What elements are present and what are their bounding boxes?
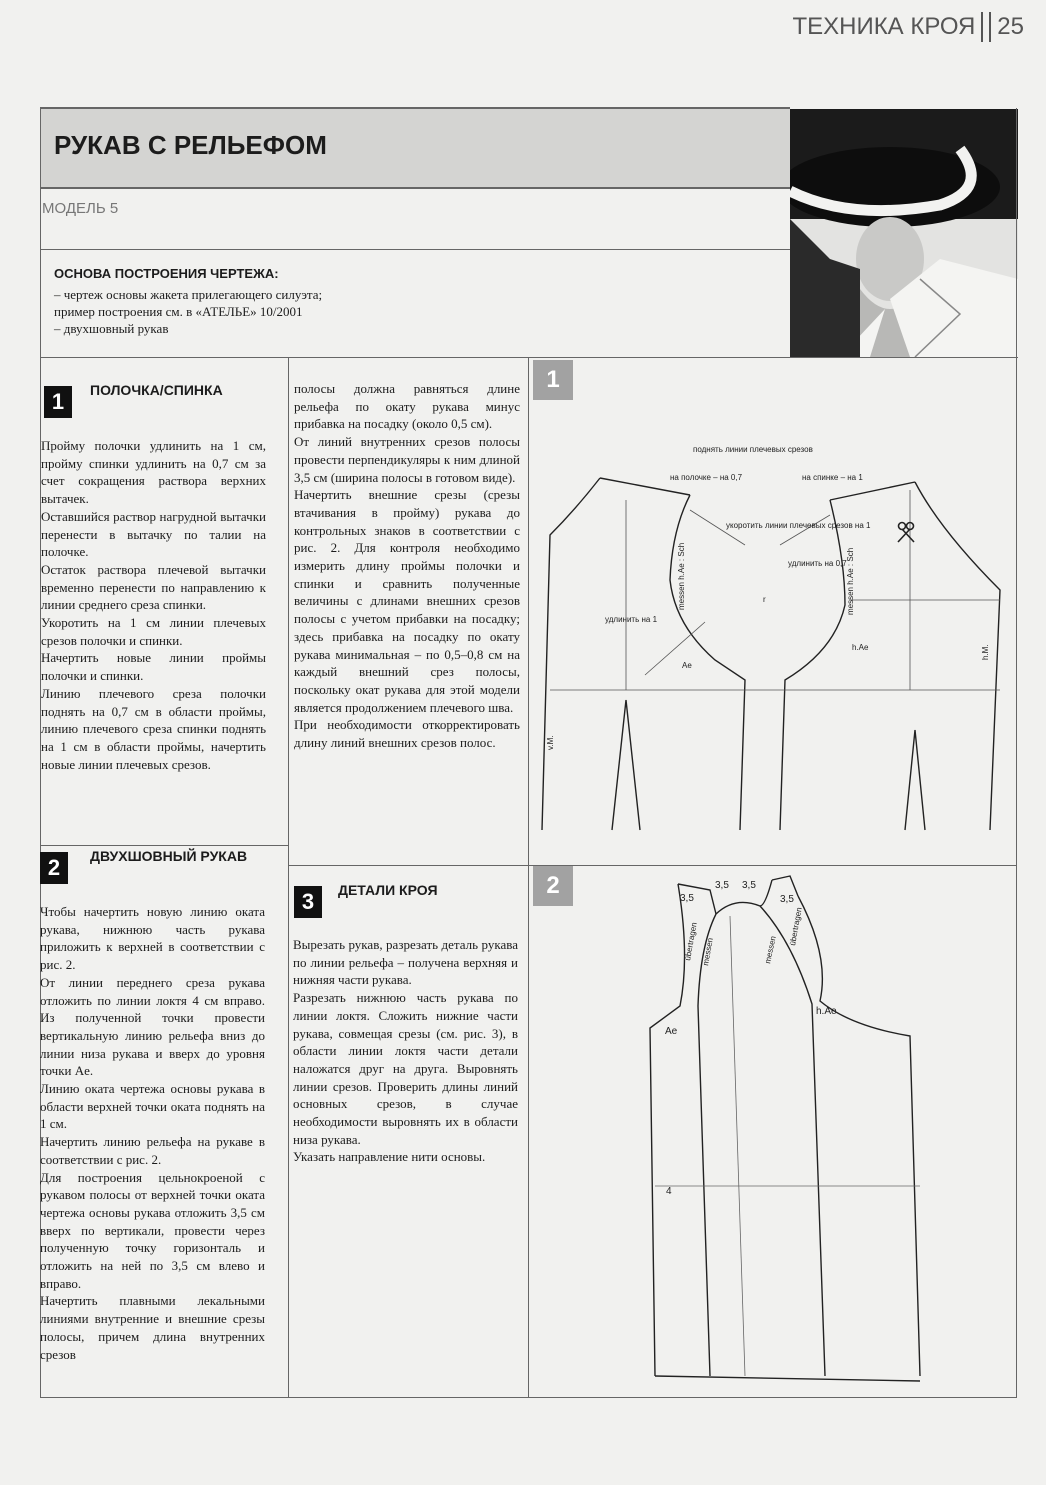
continuation-paragraph: При необходимости откорректировать длину линий внешних срезов полос.	[294, 717, 520, 751]
section-1-title: ПОЛОЧКА/СПИНКА	[90, 382, 223, 398]
continuation-paragraph: полосы должна равняться длине рельефа по окату рукава минус прибавка на посадку (около 0,5 см).	[294, 381, 520, 432]
figure-2-label-uebertragen-left: übertragen	[683, 921, 699, 962]
section-1-paragraph: Начертить новые линии проймы полочки и спинки.	[41, 650, 266, 684]
section-3-number: 3	[294, 886, 322, 918]
grid-rule-top	[40, 357, 1018, 358]
figure-2-label-messen-left: messen	[701, 937, 715, 967]
grid-rule-right	[1016, 108, 1017, 1398]
model-photo	[790, 109, 1018, 357]
figure-2-label-d4: 3,5	[780, 894, 794, 905]
continuation-paragraph: От линий внутренних срезов полосы провести перпендикуляры к ним длиной 3,5 см (ширина полосы в готовом виде).	[294, 434, 520, 485]
basis-heading: ОСНОВА ПОСТРОЕНИЯ ЧЕРТЕЖА:	[54, 266, 279, 281]
figure-1-label-ae: Ae	[682, 661, 692, 670]
figure-2-label-four: 4	[666, 1186, 672, 1197]
article-title: РУКАВ С РЕЛЬЕФОМ	[54, 130, 327, 160]
figure-2-sleeve-drawing	[530, 866, 1016, 1396]
section-2-paragraph: Линию оката чертежа основы рукава в области верхней точки оката поднять на 1 см.	[40, 1081, 265, 1132]
grid-rule-sec2	[40, 845, 288, 846]
section-1-paragraph: Пройму полочки удлинить на 1 см, пройму спинки удлинить на 0,7 см за счет сокращения раствора верхних вытачек.	[41, 438, 266, 507]
scissors-icon	[898, 523, 914, 543]
section-1-paragraph: Остаток раствора плечевой вытачки временно перенести по направлению к линии среднего среза спинки.	[41, 561, 266, 613]
model-label: МОДЕЛЬ 5	[42, 200, 119, 217]
figure-2-label-hae: h.Ae	[816, 1006, 837, 1017]
figure-2-label-d2: 3,5	[742, 880, 756, 891]
basis-text: – чертеж основы жакета прилегающего силуэта; пример построения см. в «АТЕЛЬЕ» 10/2001 – двухшовный рукав	[54, 287, 323, 336]
section-3-title: ДЕТАЛИ КРОЯ	[338, 882, 438, 898]
figure-2-label-uebertragen-right: übertragen	[788, 906, 804, 947]
section-2-number: 2	[40, 852, 68, 884]
section-2-paragraph: Начертить линию рельефа на рукаве в соответствии с рис. 2.	[40, 1134, 265, 1167]
figure-1-label-raise: поднять линии плечевых срезов	[693, 445, 813, 454]
section-3-text	[293, 936, 518, 1166]
section-1-paragraph: Укоротить на 1 см линии плечевых срезов полочки и спинки.	[41, 615, 266, 648]
figure-1-label-messen-right: messen h.Ae : Sch	[846, 547, 855, 615]
figure-1-label-lengthen-front: удлинить на 1	[605, 615, 658, 624]
figure-2-label-messen-right: messen	[763, 935, 778, 965]
section-2-paragraph: От линии переднего среза рукава отложить по линии локтя 4 см вправо. Из полученной точки провести вертикальную линию рельефа вниз до линии низа рукава и вверх до уровня точки Ae.	[40, 974, 265, 1079]
section-2-paragraph: Для построения цельнокроеной с рукавом полосы от верхней точки оката чертежа основы рукава отложить 3,5 см вверх по вертикали, провести через полученную точку горизонталь и отложить на ней по 3,5 см влево и вправо.	[40, 1169, 265, 1291]
figure-1-pattern-drawing	[530, 360, 1016, 865]
model-photo-image	[790, 109, 1018, 357]
section-3-paragraph: Разрезать нижнюю часть рукава по линии локтя. Сложить нижние части рукава, совмещая срезы (см. рис. 3), в области линии локтя части детали наложатся друг на друга. Выровнять линии срезов. Проверить длины линий основных срезов, в случае необходимости выровнять их в области низа рукава.	[293, 990, 518, 1147]
figure-2-label-d3: 3,5	[680, 893, 694, 904]
page-number: 25	[997, 13, 1024, 40]
section-1-paragraph: Оставшийся раствор нагрудной вытачки перенести в вытачку по талии на полочке.	[41, 508, 266, 560]
grid-rule-col1	[288, 357, 289, 1397]
figure-1-label-front: на полочке – на 0,7	[670, 473, 743, 482]
figure-2-number: 2	[533, 866, 573, 906]
section-2-title: ДВУХШОВНЫЙ РУКАВ	[90, 848, 248, 864]
section-3-paragraph: Вырезать рукав, разрезать деталь рукава по линии рельефа – получена верхняя и нижняя части рукава.	[293, 937, 518, 988]
section-1-text	[41, 437, 266, 773]
figure-1-label-lengthen-back: удлинить на 0,7	[788, 559, 847, 568]
title-rule	[40, 249, 790, 250]
figure-1-label-messen-left: messen h.Ae : Sch	[677, 542, 686, 610]
figure-2-label-d1: 3,5	[715, 880, 729, 891]
section-2-paragraph: Чтобы начертить новую линию оката рукава, нижнюю часть рукава приложить к верхней в соответствии с рис. 2.	[40, 904, 265, 973]
section-1-paragraph: Линию плечевого среза полочки поднять на 0,7 см в области проймы, линию плечевого среза спинки поднять на 1 см в области проймы, начертить новые линии плечевых срезов.	[41, 685, 266, 772]
figure-1-label-back: на спинке – на 1	[802, 473, 863, 482]
section-name: ТЕХНИКА КРОЯ	[792, 13, 976, 40]
continuation-text	[294, 380, 520, 752]
grid-rule-bottom	[40, 1397, 1016, 1398]
figure-1-label-shorten: укоротить линии плечевых срезов на 1	[726, 521, 871, 530]
figure-1-label-hm: h.M.	[981, 644, 990, 660]
figure-2-label-ae: Ae	[665, 1026, 678, 1037]
figure-1-label-hae: h.Ae	[852, 643, 869, 652]
section-2-paragraph: Начертить плавными лекальными линиями внутренние и внешние срезы полосы, причем длина внутренних срезов	[40, 1293, 265, 1362]
grid-rule-col2	[528, 357, 529, 1397]
section-1-number: 1	[44, 386, 72, 418]
section-2-text	[40, 903, 265, 1363]
continuation-paragraph: Начертить внешние срезы (срезы втачивания в пройму) рукава до контрольных знаков в соответствии с рис. 2. Для контроля необходимо измерить длину проймы полочки и спинки и сравнить полученные величины с длинами внешних срезов полосы с учетом прибавки на посадку; здесь прибавка на посадку по окату рукава минимальная – по 0,5–0,8 см на каждый внешний срез полосы, поскольку окат рукава для этой модели является продолжением плечевого шва.	[294, 487, 520, 715]
figure-1-label-vm: v.M.	[546, 735, 555, 750]
figure-1-label-r: r	[763, 595, 766, 604]
header-divider	[981, 12, 991, 42]
running-header	[792, 12, 1024, 42]
section-3-paragraph: Указать направление нити основы.	[293, 1149, 486, 1165]
figure-1-number: 1	[533, 360, 573, 400]
